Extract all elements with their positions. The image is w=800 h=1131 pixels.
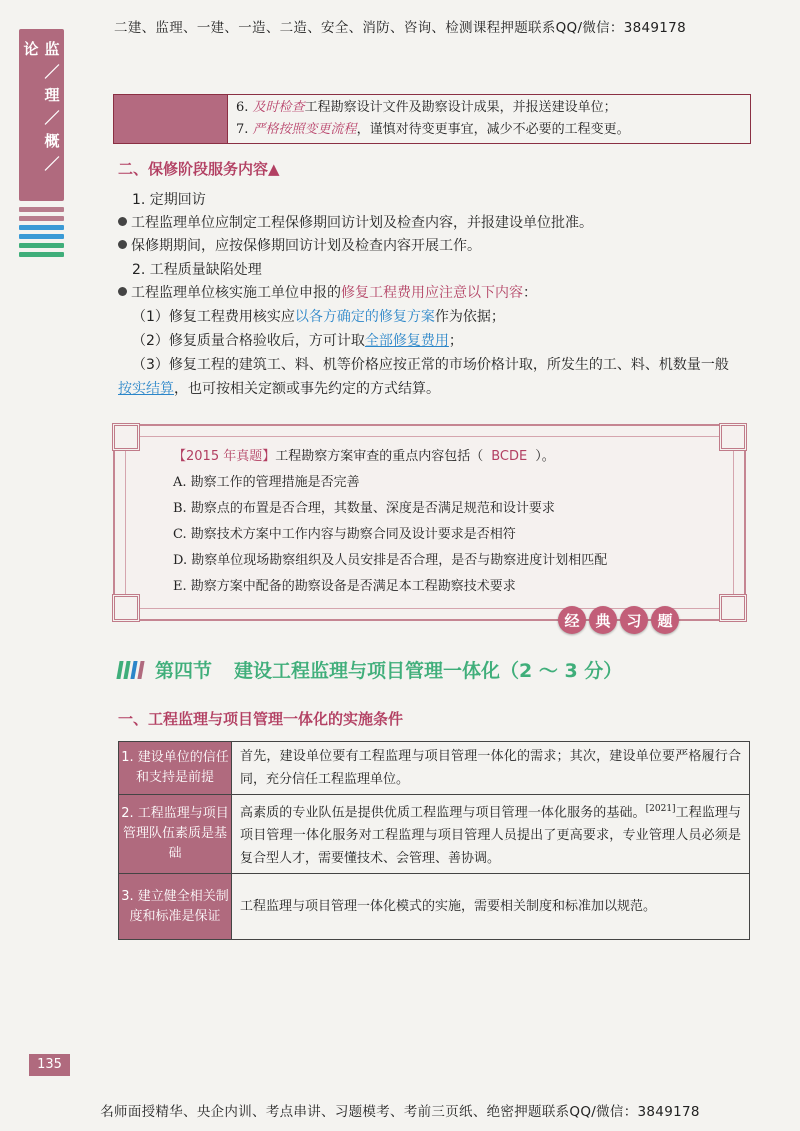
bullet-icon [118,240,127,249]
option-e: E. 勘察方案中配备的勘察设备是否满足本工程勘察技术要求 [173,579,516,594]
option-d: D. 勘察单位现场勘察组织及人员安排是否合理，是否与勘察进度计划相匹配 [173,553,608,568]
section-number: 第四节 [155,660,213,682]
header-banner: 二建、监理、一建、一造、二造、安全、消防、咨询、检测课程押题联系QQ/微信：3849178 [114,20,686,36]
badge-char: 习 [620,606,648,634]
classic-exercise-badge [558,606,679,634]
item-6: 6. 及时检查工程勘察设计文件及勘察设计成果，并报送建设单位； [236,100,617,115]
table-row [119,742,750,795]
subsection-heading: 一、工程监理与项目管理一体化的实施条件 [118,710,404,728]
list-item-1: （1）修复工程费用核实应以各方确定的修复方案作为依据； [132,309,505,325]
badge-char: 典 [589,606,617,634]
corner-ornament-icon [112,423,140,451]
bullet-item: 工程监理单位核实施工单位申报的修复工程费用应注意以下内容： [118,281,752,305]
side-stripe [19,207,64,212]
footer-banner: 名师面授精华、央企内训、考点串讲、习题模考、考前三页纸、绝密押题联系QQ/微信：3849178 [100,1104,700,1120]
table-label-cell [114,95,227,143]
year-tag: [2021] [645,804,676,814]
option-a: A. 勘察工作的管理措施是否完善 [173,475,360,490]
exam-question-box [113,424,746,621]
side-stripe [19,243,64,248]
option-b: B. 勘察点的布置是否合理，其数量、深度是否满足规范和设计要求 [173,501,555,516]
corner-ornament-icon [112,594,140,622]
badge-char: 经 [558,606,586,634]
condition-label: 3. 建立健全相关制度和标准是保证 [119,874,232,940]
subheading-defect: 2. 工程质量缺陷处理 [132,262,262,278]
side-stripe [19,216,64,221]
exam-question-text [173,444,714,600]
corner-ornament-icon [719,594,747,622]
table-content-cell [227,95,750,143]
condition-label: 2. 工程监理与项目管理队伍素质是基础 [119,795,232,874]
side-stripe [19,234,64,239]
condition-label: 1. 建设单位的信任和支持是前提 [119,742,232,795]
section-heading-warranty: 二、保修阶段服务内容▲ [118,160,280,178]
page-number: 135 [29,1054,70,1076]
conditions-table [118,741,750,940]
section-title-text: 建设工程监理与项目管理一体化（2 ～ 3 分） [234,660,623,682]
subheading-revisit: 1. 定期回访 [132,192,206,208]
section-bars-icon [118,661,143,679]
condition-content: 工程监理与项目管理一体化模式的实施，需要相关制度和标准加以规范。 [232,874,750,940]
question-stem: 【2015 年真题】工程勘察方案审查的重点内容包括（ BCDE ）。 [173,449,555,464]
option-c: C. 勘察技术方案中工作内容与勘察合同及设计要求是否相符 [173,527,516,542]
table-row [119,874,750,940]
condition-content: 首先，建设单位要有工程监理与项目管理一体化的需求；其次，建设单位要严格履行合同，充分信任工程监理单位。 [232,742,750,795]
list-item-2: （2）修复质量合格验收后，方可计取全部修复费用； [132,333,463,349]
badge-char: 题 [651,606,679,634]
condition-content: 高素质的专业队伍是提供优质工程监理与项目管理一体化服务的基础。[2021]工程监理与项目管理一体化服务对工程监理与项目管理人员提出了更高要求，专业管理人员必须是复合型人才，需要懂技术、会管理、善协调。 [232,795,750,874]
continued-table [113,94,751,144]
bullet-item: 工程监理单位应制定工程保修期回访计划及检查内容，并报建设单位批准。 [118,211,752,235]
table-row [119,795,750,874]
bullet-icon [118,217,127,226]
corner-ornament-icon [719,423,747,451]
section-title [118,656,622,683]
side-stripe [19,252,64,257]
answer-text: BCDE [491,449,528,464]
item-7: 7. 严格按照变更流程，谨慎对待变更事宜，减少不必要的工程变更。 [236,122,630,137]
list-item-3-cont: 按实结算，也可按相关定额或事先约定的方式结算。 [118,381,440,397]
side-stripe [19,225,64,230]
chapter-side-tab: 监／理／概／论 [19,29,64,201]
bullet-icon [118,287,127,296]
list-item-3: （3）修复工程的建筑工、料、机等价格应按正常的市场价格计取，所发生的工、料、机数量一般 [132,357,729,373]
bullet-item: 保修期期间，应按保修期回访计划及检查内容开展工作。 [118,234,752,258]
